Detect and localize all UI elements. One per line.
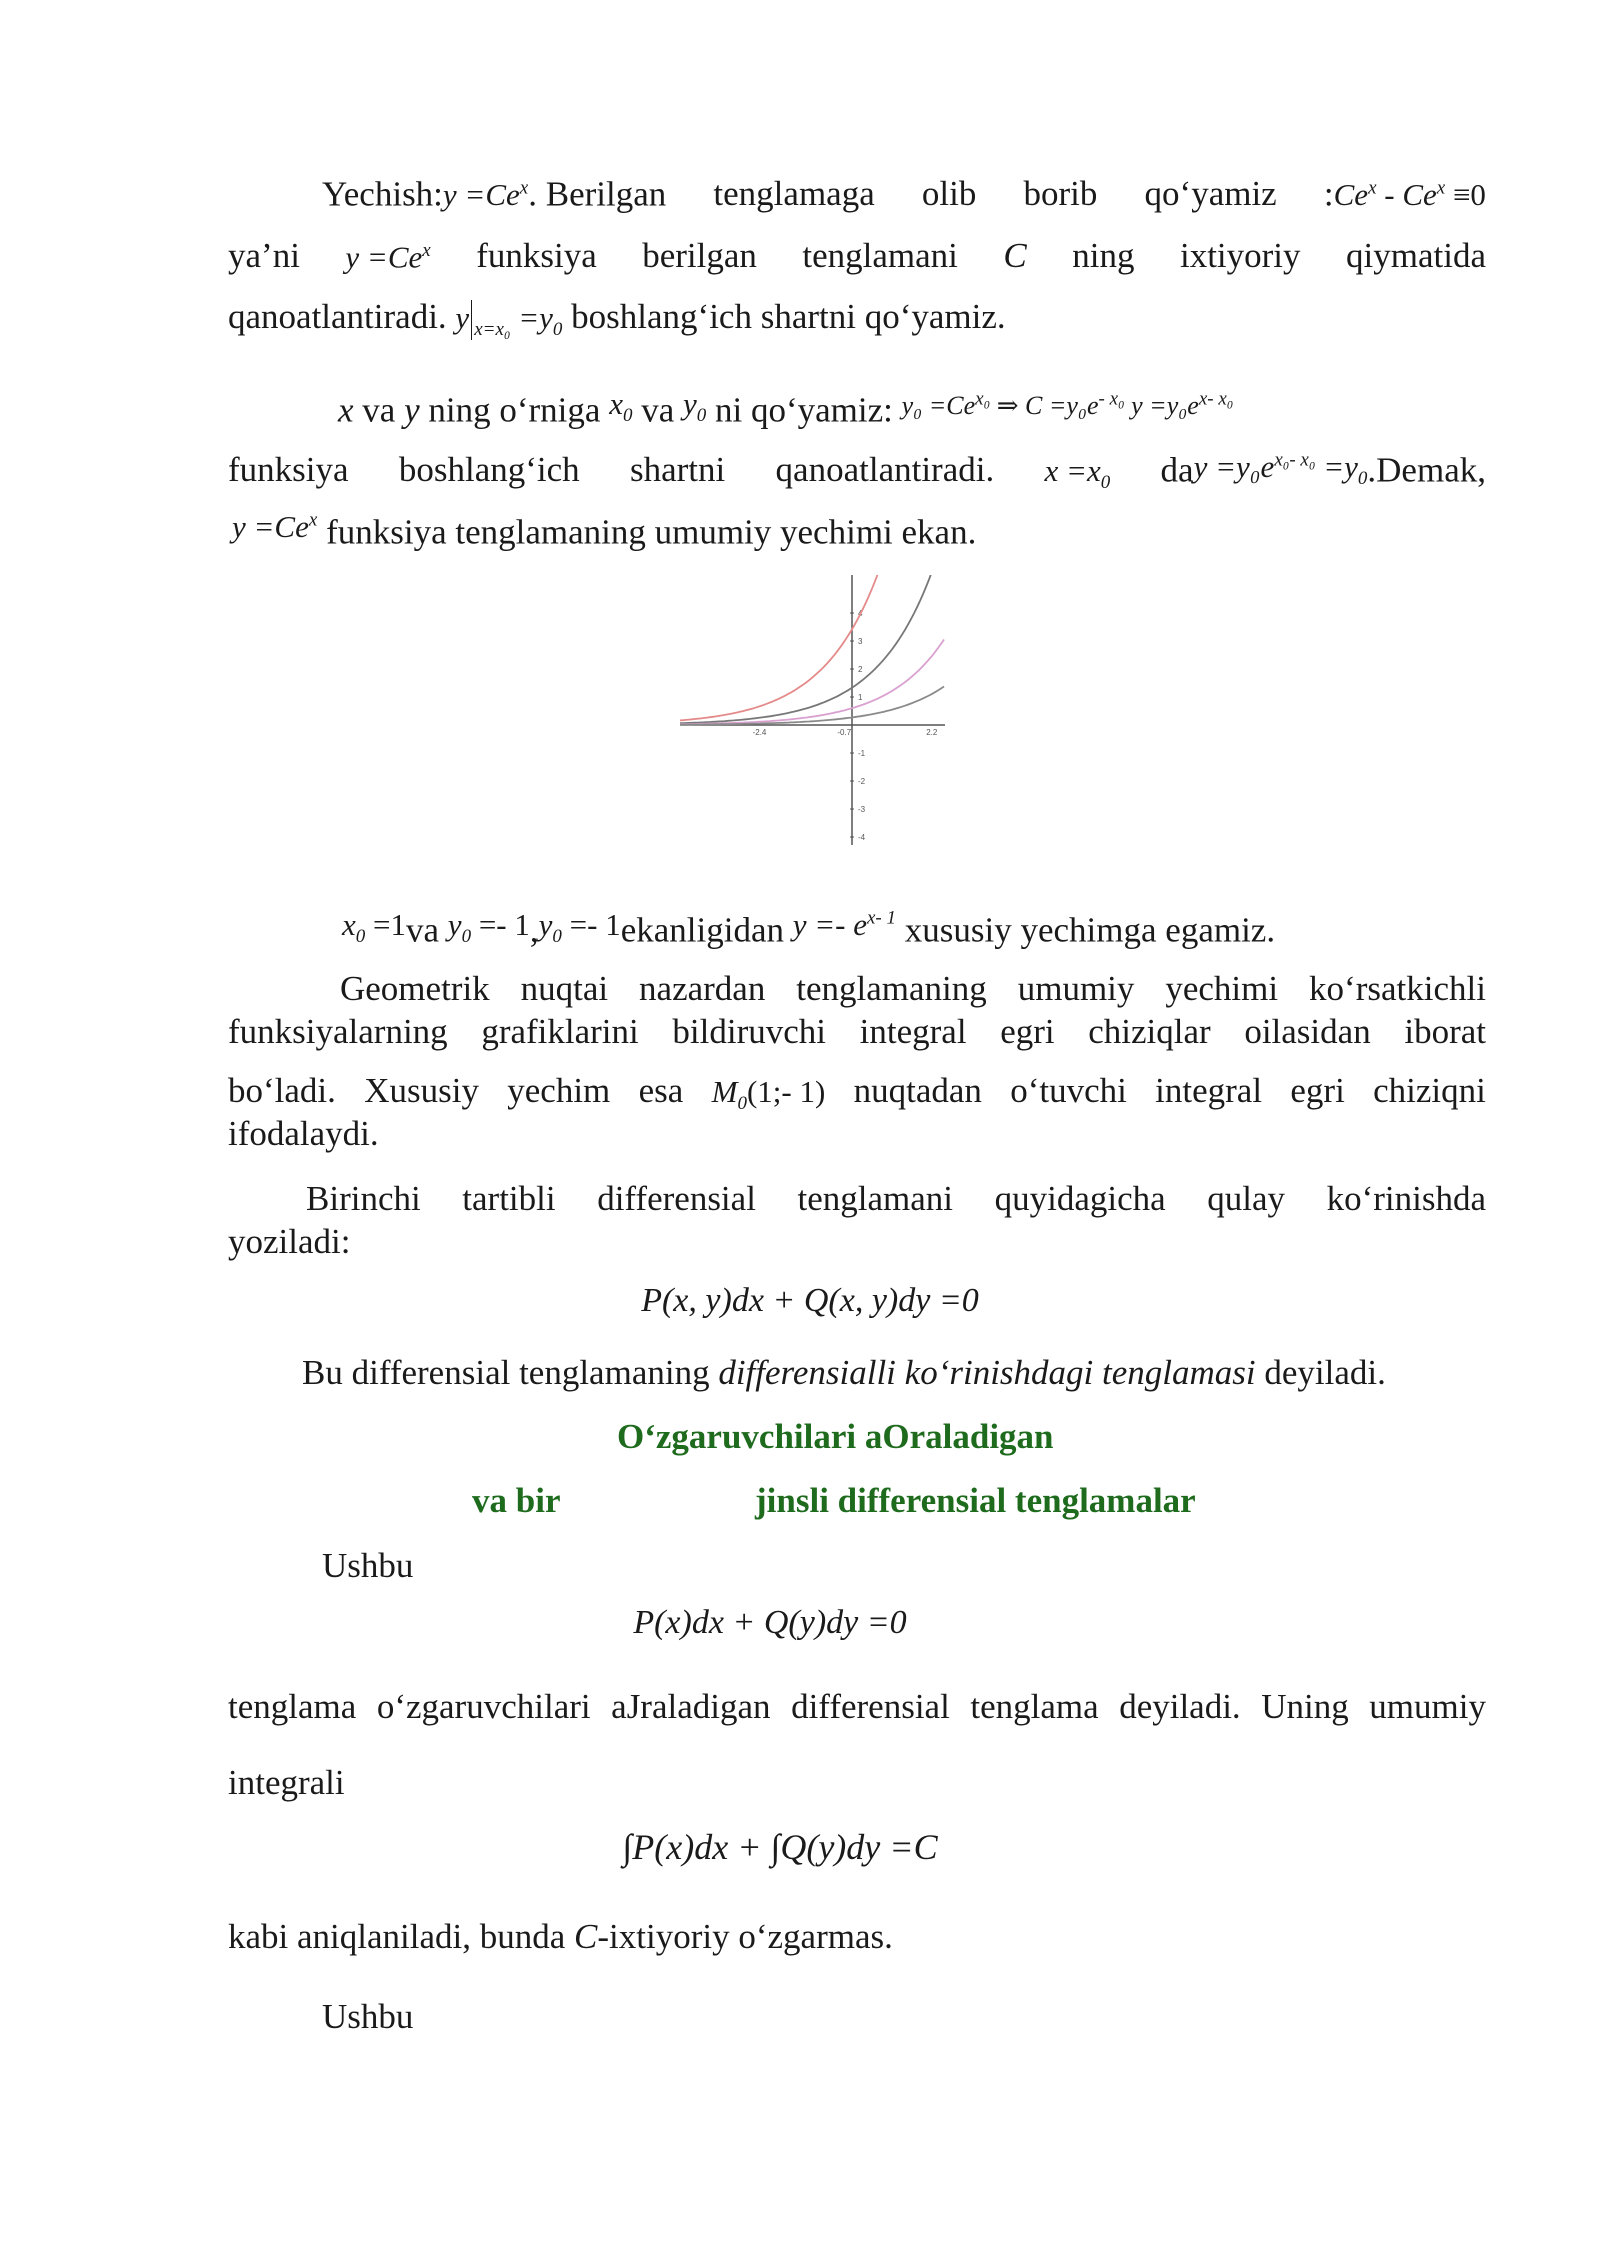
text-word: chiziqni bbox=[1373, 1071, 1486, 1110]
paragraph-geometric-line-1 bbox=[340, 968, 1486, 1010]
text-word: aJraladigan bbox=[611, 1687, 771, 1726]
formula-substitution: y₀ =Cex₀ ⇒ C =y₀e- x₀ y =y₀ex- x₀ bbox=[901, 388, 1234, 420]
text-word: differensial bbox=[791, 1687, 950, 1726]
text-word: tenglama bbox=[970, 1687, 1099, 1726]
text-word: ning bbox=[1072, 236, 1135, 276]
paragraph-ushbu-2: Ushbu bbox=[322, 1997, 414, 2036]
text-word: tenglamaga bbox=[713, 174, 875, 214]
text-word: o‘tuvchi bbox=[1010, 1071, 1127, 1110]
text-word: funksiya bbox=[476, 236, 597, 276]
text-word: umumiy bbox=[1017, 969, 1135, 1008]
text-word: funksiya tenglamaning umumiy yechimi ekan. bbox=[317, 512, 977, 552]
text-word: xususiy yechimga egamiz. bbox=[896, 910, 1276, 950]
text-word: oilasidan bbox=[1244, 1012, 1371, 1051]
curve-series bbox=[680, 687, 944, 725]
text-word: boshlang‘ich shartni qo‘yamiz. bbox=[562, 297, 1006, 336]
text-word: Bu differensial tenglamaning bbox=[302, 1353, 719, 1392]
text-word: differensial bbox=[597, 1179, 756, 1218]
curve-series bbox=[680, 640, 944, 725]
text-word: ning o‘rniga bbox=[419, 390, 610, 430]
section-heading-line-2a: va bir bbox=[472, 1481, 561, 1520]
text-word: yechimi bbox=[1165, 969, 1279, 1008]
y-tick-label: -3 bbox=[858, 805, 866, 814]
text-word: va bbox=[353, 390, 405, 430]
text-term: differensialli ko‘rinishdagi tenglamasi bbox=[718, 1353, 1256, 1392]
paragraph-first-order-line-1 bbox=[306, 1178, 1486, 1220]
text-word: qulay bbox=[1207, 1179, 1285, 1218]
formula-y-equals-ce-x: $y =Ce^x$ bbox=[232, 509, 318, 545]
text-word: ni qo‘yamiz: bbox=[706, 390, 902, 430]
text-word: o‘zgaruvchilari bbox=[376, 1687, 591, 1726]
text-word: nazardan bbox=[639, 969, 766, 1008]
text-word: kabi aniqlaniladi, bunda bbox=[228, 1917, 575, 1956]
text-word: Yechish:y $=Ce^x$. Berilgan bbox=[322, 174, 667, 214]
text-word: chiziqlar bbox=[1088, 1012, 1211, 1051]
text-word: -ixtiyoriy o‘zgarmas. bbox=[597, 1917, 893, 1956]
text-word: , bbox=[529, 910, 539, 950]
text-word: ko‘rsatkichli bbox=[1309, 969, 1486, 1008]
paragraph-separable-definition-line-1 bbox=[228, 1686, 1486, 1728]
text-word: bo‘ladi. bbox=[228, 1071, 336, 1110]
text-word: ya’ni bbox=[228, 236, 300, 276]
text-word: integral bbox=[1155, 1071, 1263, 1110]
text-word: tenglamaning bbox=[796, 969, 987, 1008]
text-word: :Ce$^x$ - $Ce^x \equiv 0$ bbox=[1323, 174, 1486, 214]
text-word: tenglamani bbox=[797, 1179, 954, 1218]
text-word: yechim bbox=[507, 1071, 611, 1110]
text-word: tenglama bbox=[228, 1687, 357, 1726]
text-word: nuqtadan bbox=[853, 1071, 982, 1110]
formula-x-equals-x0: $x =x_0$ bbox=[1044, 453, 1111, 494]
y-tick-label: 4 bbox=[858, 609, 863, 618]
text-word: quyidagicha bbox=[994, 1179, 1166, 1218]
text-word: integral bbox=[859, 1012, 967, 1051]
text-word: va bbox=[632, 390, 683, 430]
section-heading-line-2b: jinsli differensial tenglamalar bbox=[755, 1481, 1196, 1520]
text-word: funksiyalarning bbox=[228, 1012, 448, 1051]
y-tick-label: 3 bbox=[858, 637, 863, 646]
paragraph-definition bbox=[302, 1352, 1560, 1394]
x-tick-label: 2.2 bbox=[926, 728, 938, 737]
text-word: x bbox=[338, 390, 354, 430]
paragraph-separable-definition-line-2: integrali bbox=[228, 1763, 345, 1802]
formula-x0-equals-1: $x_0 =1$ bbox=[342, 907, 406, 948]
equation-separable: P(x)dx + Q(y)dy =0 bbox=[633, 1604, 907, 1641]
text-word: berilgan bbox=[642, 236, 757, 276]
text-word: Xususiy bbox=[364, 1071, 479, 1110]
x-tick-label: -0.7 bbox=[837, 728, 852, 737]
text-word: iborat bbox=[1404, 1012, 1486, 1051]
text-word: tenglamani bbox=[802, 236, 958, 276]
formula-y-equals-ce-x: $y =Ce^x$ bbox=[345, 239, 431, 275]
paragraph-solution-line-2 bbox=[228, 230, 1486, 278]
text-word: grafiklarini bbox=[481, 1012, 639, 1051]
text-word: bildiruvchi bbox=[672, 1012, 826, 1051]
paragraph-solution-line-3 bbox=[228, 296, 1486, 351]
text-word: egri bbox=[1290, 1071, 1345, 1110]
exponential-curves-chart bbox=[680, 575, 950, 850]
text-word: esa bbox=[638, 1071, 684, 1110]
curve-series bbox=[680, 575, 881, 720]
text-word: umumiy bbox=[1369, 1687, 1486, 1726]
text-word: deyiladi. bbox=[1255, 1353, 1386, 1392]
y-tick-label: -4 bbox=[858, 833, 866, 842]
text-word: yoziladi: bbox=[228, 1222, 351, 1261]
curve-series bbox=[680, 575, 935, 723]
paragraph-geometric-line-4 bbox=[228, 1113, 1486, 1155]
paragraph-ushbu-1: Ushbu bbox=[322, 1546, 414, 1585]
x-tick-label: -2.4 bbox=[752, 728, 767, 737]
equation-general-integral: ∫P(x)dx + ∫Q(y)dy =C bbox=[622, 1827, 938, 1867]
paragraph-geometric-line-2 bbox=[228, 1011, 1486, 1053]
text-word: tartibli bbox=[462, 1179, 556, 1218]
section-heading-line-1: O‘zgaruvchilari aOraladigan bbox=[617, 1417, 1054, 1456]
formula-y0-equals-minus-1: $y_0 =- 1$ bbox=[538, 907, 621, 948]
paragraph-particular-solution bbox=[342, 898, 1600, 959]
y-tick-label: 2 bbox=[858, 665, 863, 674]
formula-particular-solution: $y =- e^{x- 1}$ bbox=[792, 907, 897, 943]
text-word: olib bbox=[921, 174, 977, 214]
paragraph-first-order-line-2 bbox=[228, 1221, 1486, 1263]
text-word: C bbox=[1003, 236, 1027, 276]
text-word: qanoatlantiradi. bbox=[775, 450, 995, 490]
paragraph-substitution-line-2 bbox=[228, 440, 1486, 505]
text-word: va bbox=[406, 910, 440, 950]
y-tick-label: -1 bbox=[858, 749, 866, 758]
text-word: ko‘rinishda bbox=[1326, 1179, 1486, 1218]
formula-y0-equals-minus-1: $y_0 =- 1$ bbox=[447, 907, 530, 948]
equation-differential-form: P(x, y)dx + Q(x, y)dy =0 bbox=[641, 1282, 979, 1319]
formula-y0: $y_0$ bbox=[683, 385, 707, 426]
text-word: boshlang‘ich bbox=[398, 450, 580, 490]
text-word: ixtiyoriy bbox=[1179, 236, 1301, 276]
text-word: y bbox=[404, 390, 420, 430]
text-word: C bbox=[574, 1917, 598, 1956]
paragraph-solution-line-1 bbox=[322, 168, 1486, 216]
formula-check: $y =y_0e^{x_0- x_0} =y_0$ bbox=[1193, 449, 1368, 490]
text-word: Birinchi bbox=[306, 1179, 421, 1218]
text-word: qo‘yamiz bbox=[1144, 174, 1277, 214]
formula-initial-condition: y $_{x=x_0} =y_0$ bbox=[455, 300, 563, 341]
text-word: day $=y_0e^{x_0- x_0}$ $=y_0.Demak$, bbox=[1160, 449, 1486, 490]
y-tick-label: 1 bbox=[858, 693, 863, 702]
text-word: ekanligidan bbox=[620, 910, 793, 950]
text-word: funksiya bbox=[228, 450, 349, 490]
formula-identity: $Ce^x - Ce^x \equiv 0$ bbox=[1333, 177, 1486, 213]
y-tick-label: -2 bbox=[858, 777, 866, 786]
paragraph-substitution-line-1 bbox=[338, 378, 1596, 437]
formula-point-m0: $M_0(1;-$ 1) bbox=[711, 1074, 826, 1115]
text-word: borib bbox=[1023, 174, 1098, 214]
paragraph-integral-note bbox=[228, 1916, 1486, 1958]
text-word: qiymatida bbox=[1346, 236, 1486, 276]
formula-x0: $x_0$ bbox=[609, 385, 633, 426]
formula-y-equals-ce-x: $y =Ce^x$ bbox=[442, 177, 529, 213]
text-word: egri bbox=[1000, 1012, 1055, 1051]
text-word: shartni bbox=[629, 450, 726, 490]
text-word: Geometrik bbox=[340, 969, 490, 1008]
text-word: deyiladi. bbox=[1119, 1687, 1241, 1726]
text-word: nuqtai bbox=[520, 969, 609, 1008]
text-word: ifodalaydi. bbox=[228, 1114, 379, 1153]
paragraph-conclusion bbox=[232, 500, 1490, 553]
text-word: qanoatlantiradi. bbox=[228, 297, 447, 336]
text-word: Uning bbox=[1261, 1687, 1349, 1726]
